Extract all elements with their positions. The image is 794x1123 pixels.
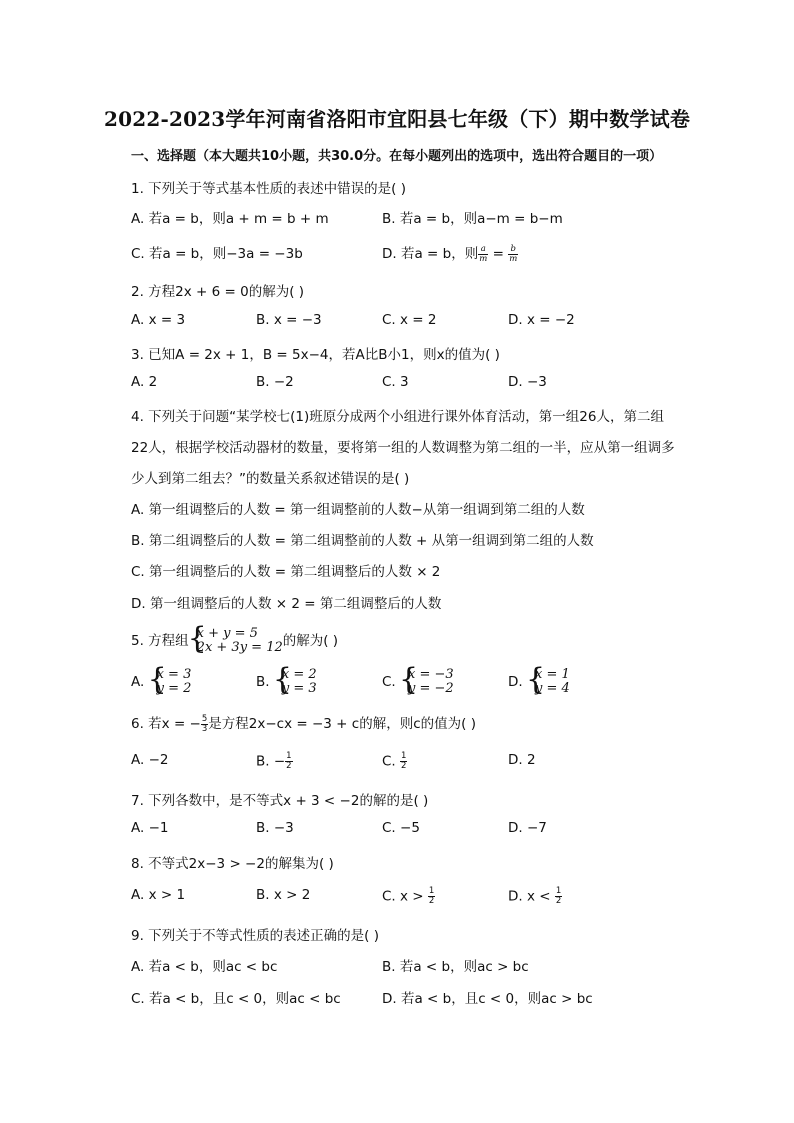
section-heading: 一、选择题（本大题共10小题，共30.0分。在每小题列出的选项中，选出符合题目的一项） [131, 149, 663, 164]
question-4-option-b-row [0, 529, 794, 553]
q9-option-b[interactable]: B. 若a < b，则ac > bc [382, 959, 529, 975]
frac-denominator: 2 [286, 761, 292, 771]
question-4-option-d-row [0, 592, 794, 616]
frac-numerator: 1 [555, 886, 562, 896]
question-6 [0, 712, 794, 736]
q6-b-fraction [285, 752, 292, 771]
question-4-option-a-row [0, 498, 794, 522]
system-line-2: y = 4 [534, 681, 570, 696]
q8-option-a[interactable]: A. x > 1 [131, 887, 186, 903]
question-2 [0, 280, 794, 304]
frac-numerator: a [478, 245, 488, 255]
question-7-stem: 7. 下列各数中，是不等式x + 3 < −2的解的是( ) [131, 793, 429, 809]
q8-d-fraction [555, 887, 562, 906]
q5-option-b[interactable] [256, 662, 317, 697]
frac-numerator: b [508, 245, 518, 255]
exam-title: 2022-2023学年河南省洛阳市宜阳县七年级（下）期中数学试卷 [103, 107, 691, 131]
q3-option-d[interactable]: D. −3 [508, 374, 547, 390]
system-line-1: x = 2 [281, 667, 317, 682]
frac-denominator: 3 [201, 723, 208, 734]
frac-denominator: 2 [428, 896, 435, 906]
system-line-1: x = 1 [534, 667, 570, 682]
question-6-options [0, 752, 794, 776]
q1-option-c[interactable]: C. 若a = b，则−3a = −3b [131, 246, 303, 262]
frac-denominator: m [479, 253, 488, 264]
question-6-prefix: 6. 若x = − [131, 716, 201, 732]
system-line-2: y = 3 [281, 681, 317, 696]
q9-option-a[interactable]: A. 若a < b，则ac < bc [131, 959, 278, 975]
brace-icon: { [525, 662, 546, 697]
q7-option-d[interactable]: D. −7 [508, 820, 547, 836]
option-label: B. [256, 674, 270, 690]
q8-option-c[interactable] [382, 887, 435, 906]
q1-option-a[interactable]: A. 若a = b，则a + m = b + m [131, 211, 329, 227]
q4-option-d[interactable]: D. 第一组调整后的人数 × 2 = 第二组调整后的人数 [131, 596, 442, 612]
q6-option-a[interactable]: A. −2 [131, 752, 169, 768]
q9-option-c[interactable]: C. 若a < b，且c < 0，则ac < bc [131, 991, 341, 1007]
equation-line-2: 2x + 3y = 12 [196, 640, 283, 655]
q1-d-fraction-1 [478, 245, 488, 264]
question-1-options-row1 [0, 207, 794, 231]
question-8-options [0, 887, 794, 911]
option-prefix: C. [382, 753, 401, 770]
question-4-line3 [0, 467, 794, 491]
q1-option-d-prefix: D. 若a = b，则 [382, 246, 479, 262]
q8-c-fraction [428, 887, 435, 906]
question-3 [0, 343, 794, 367]
question-5-suffix: 的解为( ) [282, 633, 339, 649]
q2-option-c[interactable]: C. x = 2 [382, 312, 437, 328]
q4-option-a[interactable]: A. 第一组调整后的人数 = 第一组调整前的人数−从第一组调到第二组的人数 [131, 502, 585, 518]
frac-numerator: 1 [428, 886, 435, 896]
question-8 [0, 852, 794, 876]
q6-option-b[interactable] [256, 752, 293, 771]
q9-option-d[interactable]: D. 若a < b，且c < 0，则ac > bc [382, 991, 593, 1007]
brace-icon: { [399, 662, 419, 697]
q7-option-b[interactable]: B. −3 [256, 820, 294, 836]
question-5-stem [131, 621, 339, 656]
frac-numerator: 5 [201, 713, 208, 724]
question-3-options [0, 374, 794, 398]
q5-a-system [147, 662, 192, 697]
question-4-stem-3: 少人到第二组去？”的数量关系叙述错误的是( ) [131, 471, 410, 487]
q4-option-b[interactable]: B. 第二组调整后的人数 = 第二组调整前的人数 + 从第一组调到第二组的人数 [131, 533, 594, 549]
brace-icon: { [147, 662, 167, 697]
equals-sign: = [488, 246, 509, 262]
question-9-options-row1 [0, 955, 794, 979]
question-4-line1 [0, 405, 794, 429]
question-9 [0, 924, 794, 948]
frac-numerator: 1 [286, 751, 292, 761]
q5-d-system [525, 662, 570, 697]
question-9-options-row2 [0, 987, 794, 1011]
option-prefix: D. x < [508, 888, 555, 905]
brace-icon: { [187, 621, 207, 656]
question-5-options [0, 662, 794, 697]
question-3-stem: 3. 已知A = 2x + 1，B = 5x−4，若A比B小1，则x的值为( ) [131, 347, 500, 363]
equation-line-1: x + y = 5 [196, 626, 258, 641]
equation-system [187, 621, 283, 656]
frac-denominator: 2 [555, 896, 562, 906]
question-2-stem: 2. 方程2x + 6 = 0的解为( ) [131, 284, 305, 300]
q2-option-a[interactable]: A. x = 3 [131, 312, 186, 328]
question-9-stem: 9. 下列关于不等式性质的表述正确的是( ) [131, 928, 379, 944]
q7-option-a[interactable]: A. −1 [131, 820, 169, 836]
question-6-stem [131, 712, 476, 734]
question-4-option-c-row [0, 560, 794, 584]
question-7 [0, 789, 794, 813]
q5-option-c[interactable] [382, 662, 454, 697]
q1-option-d[interactable] [382, 242, 518, 264]
q6-option-d[interactable]: D. 2 [508, 752, 536, 768]
option-prefix: C. x > [382, 888, 428, 905]
q1-option-b[interactable]: B. 若a = b，则a−m = b−m [382, 211, 563, 227]
question-7-options [0, 820, 794, 844]
frac-numerator: 1 [401, 751, 407, 761]
question-5 [0, 621, 794, 656]
frac-denominator: m [509, 253, 518, 264]
question-4-line2 [0, 436, 794, 460]
q3-option-b[interactable]: B. −2 [256, 374, 294, 390]
q6-option-c[interactable] [382, 752, 407, 771]
q4-option-c[interactable]: C. 第一组调整后的人数 = 第二组调整后的人数 × 2 [131, 564, 441, 580]
option-prefix: B. − [256, 753, 286, 770]
q2-option-b[interactable]: B. x = −3 [256, 312, 322, 328]
frac-denominator: 2 [401, 761, 407, 771]
q5-b-system [272, 662, 317, 697]
system-line-2: y = 2 [156, 681, 192, 696]
question-4-stem-1: 4. 下列关于问题“某学校七(1)班原分成两个小组进行课外体育活动，第一组26人，第二组 [131, 409, 664, 425]
q3-option-c[interactable]: C. 3 [382, 374, 409, 390]
option-label: A. [131, 674, 145, 690]
q5-option-a[interactable] [131, 662, 192, 697]
q8-option-b[interactable]: B. x > 2 [256, 887, 311, 903]
question-2-options [0, 312, 794, 336]
q1-d-fraction-2 [508, 245, 518, 264]
question-4-stem-2: 22人，根据学校活动器材的数量，要将第一组的人数调整为第二组的一半，应从第一组调多 [131, 440, 675, 456]
question-5-prefix: 5. 方程组 [131, 633, 189, 649]
q2-option-d[interactable]: D. x = −2 [508, 312, 575, 328]
option-label: D. [508, 674, 523, 690]
q8-option-d[interactable] [508, 887, 562, 906]
q7-option-c[interactable]: C. −5 [382, 820, 420, 836]
brace-icon: { [272, 662, 292, 697]
q5-option-d[interactable] [508, 662, 570, 697]
system-line-1: x = 3 [156, 667, 192, 682]
question-6-suffix: 是方程2x−cx = −3 + c的解，则c的值为( ) [208, 716, 476, 732]
q6-c-fraction [400, 752, 407, 771]
q5-c-system [399, 662, 454, 697]
question-1-stem: 1. 下列关于等式基本性质的表述中错误的是( ) [131, 181, 406, 197]
question-8-stem: 8. 不等式2x−3 > −2的解集为( ) [131, 856, 334, 872]
q3-option-a[interactable]: A. 2 [131, 374, 158, 390]
option-label: C. [382, 674, 396, 690]
question-1-options-row2 [0, 242, 794, 266]
question-1 [0, 177, 794, 201]
system-line-2: y = −2 [408, 681, 454, 696]
system-line-1: x = −3 [408, 667, 454, 682]
